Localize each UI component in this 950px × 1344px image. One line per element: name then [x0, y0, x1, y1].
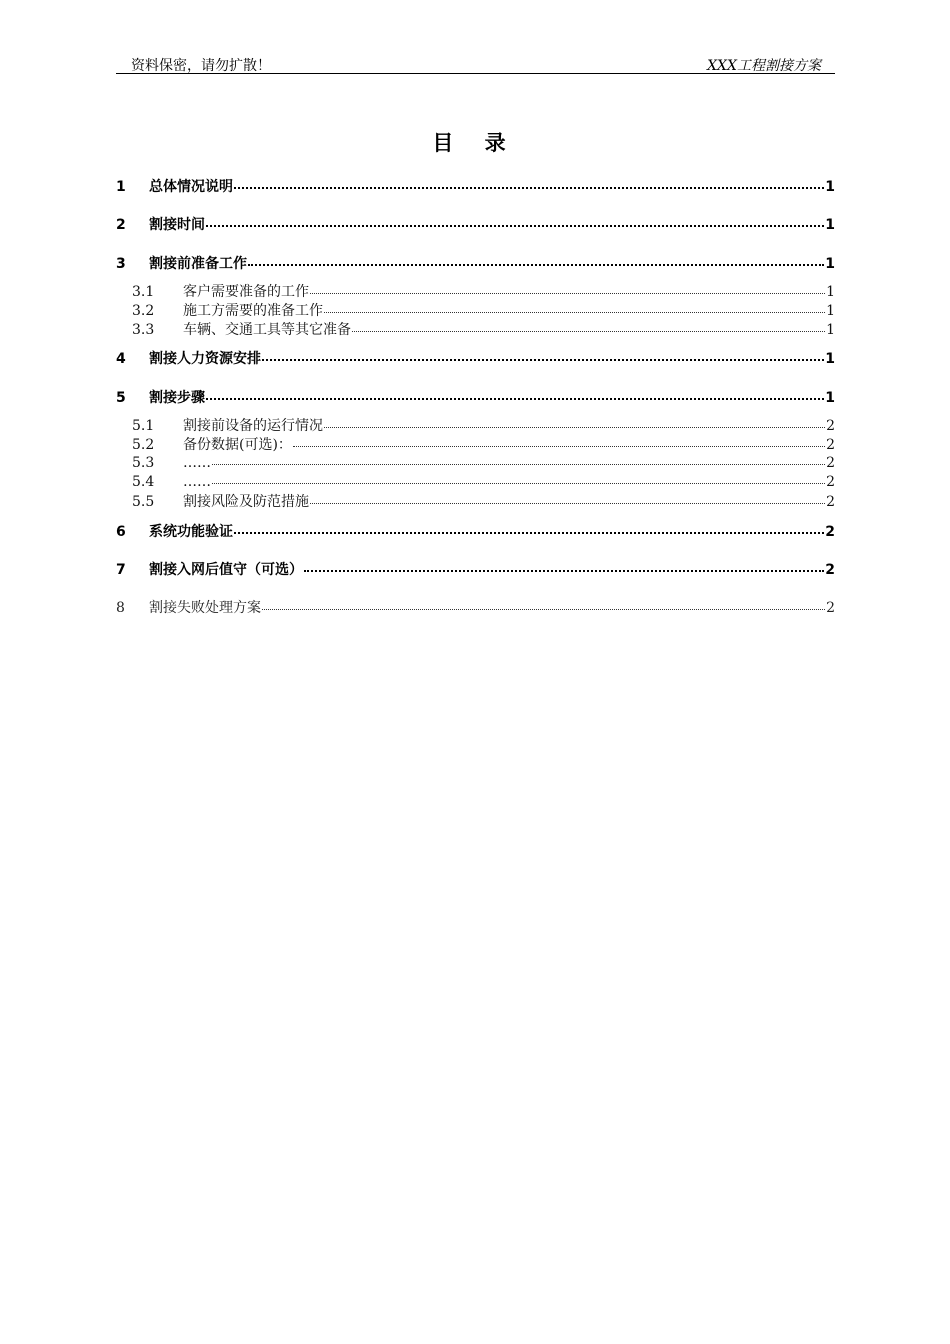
- toc-leader-dots: [206, 388, 824, 402]
- confidential-notice: 资料保密，请勿扩散！: [131, 58, 271, 74]
- toc-leader-dots: [304, 560, 824, 574]
- toc-entry-label: 施工方需要的准备工作: [183, 303, 323, 319]
- toc-entry-8[interactable]: [116, 597, 835, 616]
- toc-entry-3-3[interactable]: [116, 319, 835, 338]
- toc-entry-label: 割接入网后值守（可选）: [149, 562, 303, 578]
- toc-entry-number: 5.3: [132, 455, 155, 471]
- toc-entry-label: 割接风险及防范措施: [183, 494, 309, 510]
- toc-leader-dots: [324, 301, 825, 315]
- toc-entry-label: 割接步骤: [149, 390, 205, 406]
- toc-entry-number: 8: [116, 600, 125, 616]
- toc-leader-dots: [262, 349, 824, 363]
- toc-entry-number: 1: [116, 179, 126, 195]
- toc-entry-number: 5.2: [132, 437, 155, 453]
- toc-entry-number: 7: [116, 562, 126, 578]
- toc-entry-7[interactable]: [116, 559, 835, 578]
- toc-entry-number: 3.3: [132, 322, 155, 338]
- toc-entry-label: 车辆、交通工具等其它准备: [183, 322, 351, 338]
- toc-entry-label: 总体情况说明: [149, 179, 233, 195]
- toc-entry-label: 割接前准备工作: [149, 256, 247, 272]
- toc-leader-dots: [206, 215, 824, 229]
- document-title-header: XXX工程割接方案: [707, 58, 821, 74]
- toc-entry-label: ……: [183, 474, 211, 490]
- toc-entry-label: 备份数据(可选)：: [183, 437, 292, 453]
- toc-leader-dots: [310, 492, 825, 506]
- toc-entry-5-3[interactable]: [116, 453, 835, 472]
- toc-entry-page: 1: [825, 179, 835, 195]
- toc-entry-page: 1: [825, 217, 835, 233]
- toc-entry-2[interactable]: [116, 214, 835, 233]
- toc-entry-number: 3.2: [132, 303, 155, 319]
- toc-entry-page: 1: [826, 284, 835, 300]
- toc-leader-dots: [352, 320, 825, 334]
- toc-entry-5-2[interactable]: [116, 434, 835, 453]
- toc-entry-number: 4: [116, 351, 126, 367]
- toc-leader-dots: [212, 472, 825, 486]
- toc-entry-number: 2: [116, 217, 126, 233]
- toc-entry-page: 2: [826, 474, 835, 490]
- toc-entry-page: 2: [825, 562, 835, 578]
- toc-entry-page: 2: [826, 437, 835, 453]
- toc-entry-number: 6: [116, 524, 126, 540]
- toc-entry-number: 5.1: [132, 418, 155, 434]
- toc-entry-page: 2: [826, 455, 835, 471]
- toc-entry-4[interactable]: [116, 348, 835, 367]
- toc-entry-page: 1: [825, 390, 835, 406]
- toc-entry-1[interactable]: [116, 176, 835, 195]
- toc-entry-page: 1: [826, 322, 835, 338]
- toc-entry-number: 5.5: [132, 494, 155, 510]
- toc-entry-3[interactable]: [116, 253, 835, 272]
- toc-leader-dots: [324, 416, 825, 430]
- toc-entry-page: 2: [825, 524, 835, 540]
- toc-entry-page: 2: [826, 600, 835, 616]
- toc-entry-label: 系统功能验证: [149, 524, 233, 540]
- toc-entry-label: 割接前设备的运行情况: [183, 418, 323, 434]
- toc-entry-3-2[interactable]: [116, 300, 835, 319]
- toc-title: 目 录: [432, 131, 518, 155]
- toc-entry-5-4[interactable]: [116, 472, 835, 491]
- toc-leader-dots: [212, 453, 825, 467]
- toc-entry-label: 割接人力资源安排: [149, 351, 261, 367]
- toc-entry-page: 1: [826, 303, 835, 319]
- toc-entry-label: 客户需要准备的工作: [183, 284, 309, 300]
- toc-entry-5[interactable]: [116, 387, 835, 406]
- page-header: [116, 53, 835, 74]
- toc-entry-number: 3: [116, 256, 126, 272]
- toc-leader-dots: [262, 598, 825, 612]
- toc-entry-number: 5: [116, 390, 126, 406]
- toc-entry-5-5[interactable]: [116, 491, 835, 510]
- toc-entry-label: 割接时间: [149, 217, 205, 233]
- toc-entry-page: 1: [825, 351, 835, 367]
- toc-leader-dots: [293, 435, 825, 449]
- toc-entry-3-1[interactable]: [116, 281, 835, 300]
- toc-leader-dots: [234, 177, 824, 191]
- toc-entry-page: 1: [825, 256, 835, 272]
- toc-entry-6[interactable]: [116, 521, 835, 540]
- toc-entry-label: ……: [183, 455, 211, 471]
- toc-leader-dots: [248, 254, 824, 268]
- toc-leader-dots: [310, 282, 825, 296]
- toc-entry-page: 2: [826, 494, 835, 510]
- toc-entry-number: 3.1: [132, 284, 155, 300]
- toc-entry-label: 割接失败处理方案: [149, 600, 261, 616]
- toc-entry-number: 5.4: [132, 474, 155, 490]
- toc-entry-page: 2: [826, 418, 835, 434]
- toc-leader-dots: [234, 522, 824, 536]
- toc-entry-5-1[interactable]: [116, 415, 835, 434]
